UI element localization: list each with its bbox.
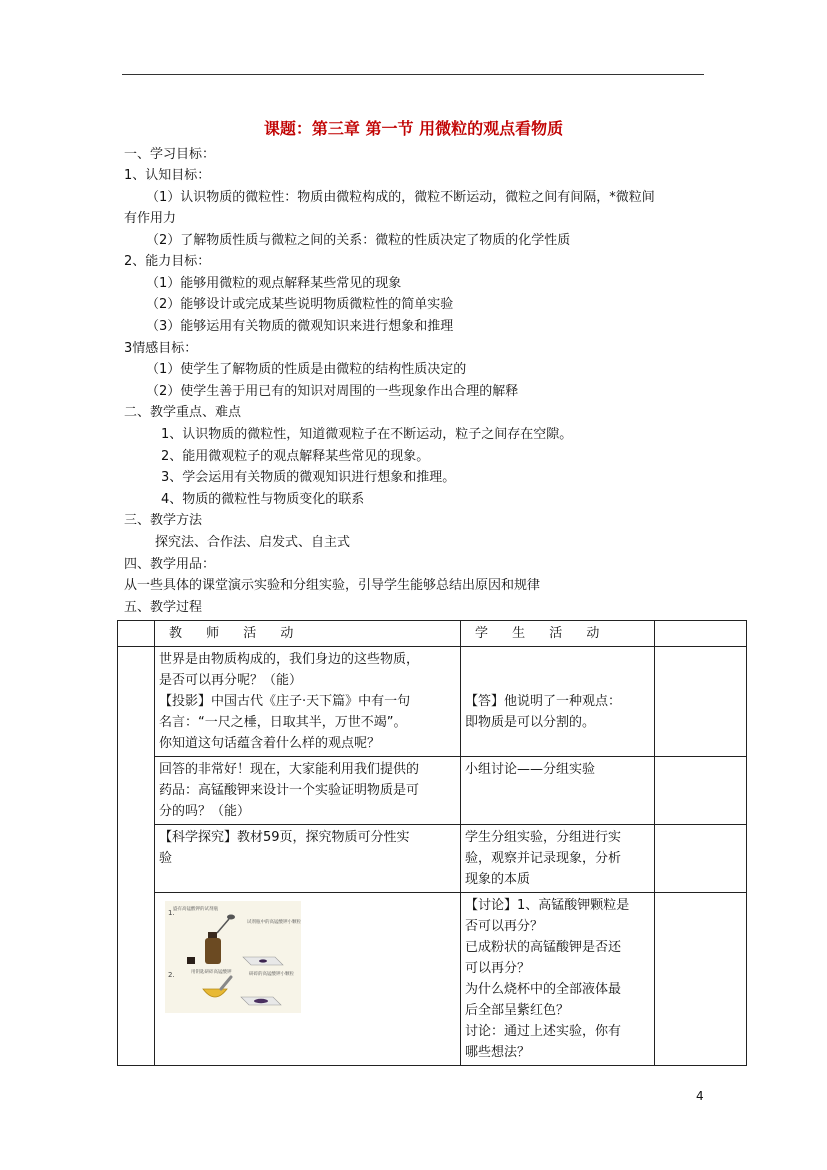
teacher-activity-cell: 回答的非常好！现在，大家能利用我们提供的 药品：高锰酸钾来设计一个实验证明物质是可 分的吗？（能）: [155, 757, 461, 825]
text-line: 4、物质的微粒性与物质变化的联系: [161, 492, 365, 507]
text-line: 3、学会运用有关物质的微观知识进行想象和推理。: [161, 470, 456, 485]
student-activity-cell: 【答】他说明了一种观点： 即物质是可以分割的。: [461, 647, 655, 757]
table-row: [118, 893, 747, 1066]
text-line: （3）能够运用有关物质的微观知识来进行想象和推理: [146, 319, 454, 334]
subsection-heading: 1、认知目标：: [124, 168, 211, 183]
text-line: 从一些具体的课堂演示实验和分组实验，引导学生能够总结出原因和规律: [124, 578, 541, 593]
table-header-student: 学 生 活 动: [461, 621, 655, 647]
reagent-bottle-icon: [205, 938, 221, 964]
text-line: 探究法、合作法、启发式、自主式: [155, 535, 351, 550]
student-activity-cell: 小组讨论——分组实验: [461, 757, 655, 825]
figure-note: 试剂瓶中的高锰酸钾小颗粒: [247, 920, 301, 925]
teacher-activity-cell: [155, 893, 461, 1066]
bottle-cap-icon: [208, 932, 217, 938]
table-cell: [655, 893, 747, 1066]
student-activity-cell: 学生分组实验，分组进行实 验，观察并记录现象，分析 现象的本质: [461, 825, 655, 893]
process-table: [117, 620, 747, 1066]
spoon-icon: [227, 915, 235, 920]
header-rule: [122, 74, 704, 75]
section-heading: 三、教学方法: [124, 513, 203, 528]
figure-note: 研碎的高锰酸钾小颗粒: [249, 972, 294, 977]
subsection-heading: 3情感目标：: [124, 341, 198, 356]
page-number: 4: [696, 1089, 704, 1103]
figure-note: 盛有高锰酸钾的试剂瓶: [173, 907, 218, 912]
section-heading: 一、学习目标：: [124, 147, 216, 162]
bottle-stopper-icon: [187, 957, 195, 964]
table-cell: [655, 757, 747, 825]
section-heading: 四、教学用品：: [124, 557, 216, 572]
section-heading: 二、教学重点、难点: [124, 405, 242, 420]
text-line: 1、认识物质的微粒性，知道微观粒子在不断运动，粒子之间存在空隙。: [161, 427, 573, 442]
experiment-diagram: [165, 901, 301, 1013]
text-line: （1）认识物质的微粒性：物质由微粒构成的，微粒不断运动，微粒之间有间隔，*微粒间: [146, 190, 655, 205]
powder-icon: [254, 999, 268, 1003]
figure-step-label: 1.: [168, 909, 175, 917]
table-row: [118, 825, 747, 893]
text-line: （2）使学生善于用已有的知识对周围的一些现象作出合理的解释: [146, 384, 519, 399]
teacher-activity-cell: 世界是由物质构成的，我们身边的这些物质， 是否可以再分呢？（能） 【投影】中国古代《庄子·天下篇》中有一句 名言：“一尺之棰，日取其半，万世不竭”。 你知道这句话蕴含着什么样的观点呢？: [155, 647, 461, 757]
section-heading: 五、教学过程: [124, 600, 203, 615]
text-line: （2）能够设计或完成某些说明物质微粒性的简单实验: [146, 297, 454, 312]
figure-step-label: 2.: [168, 971, 175, 979]
teacher-activity-cell: 【科学探究】教材59页，探究物质可分性实 验: [155, 825, 461, 893]
text-line: 2、能用微观粒子的观点解释某些常见的现象。: [161, 449, 430, 464]
experiment-illustration: [165, 901, 301, 1013]
text-line: 有作用力: [124, 211, 177, 226]
crystal-icon: [259, 959, 267, 962]
table-cell: [655, 825, 747, 893]
table-row: [118, 647, 747, 757]
student-activity-cell: 【讨论】1、高锰酸钾颗粒是 否可以再分？ 已成粉状的高锰酸钾是否还 可以再分？ 为什么烧杯中的全部液体最 后全部呈紫红色？ 讨论：通过上述实验，你有 哪些想法？: [461, 893, 655, 1066]
table-row: [118, 757, 747, 825]
figure-note: 用钥匙研碎高锰酸钾: [191, 970, 232, 975]
table-header-row: [118, 621, 747, 647]
table-cell: [655, 621, 747, 647]
text-line: （1）使学生了解物质的性质是由微粒的结构性质决定的: [146, 362, 467, 377]
subsection-heading: 2、能力目标：: [124, 254, 211, 269]
table-cell: [118, 647, 155, 1066]
text-line: （1）能够用微粒的观点解释某些常见的现象: [146, 276, 402, 291]
text-line: （2）了解物质性质与微粒之间的关系：微粒的性质决定了物质的化学性质: [146, 233, 571, 248]
table-cell: [118, 621, 155, 647]
page-title: 课题：第三章 第一节 用微粒的观点看物质: [263, 119, 564, 138]
table-header-teacher: 教 师 活 动: [155, 621, 461, 647]
table-cell: [655, 647, 747, 757]
